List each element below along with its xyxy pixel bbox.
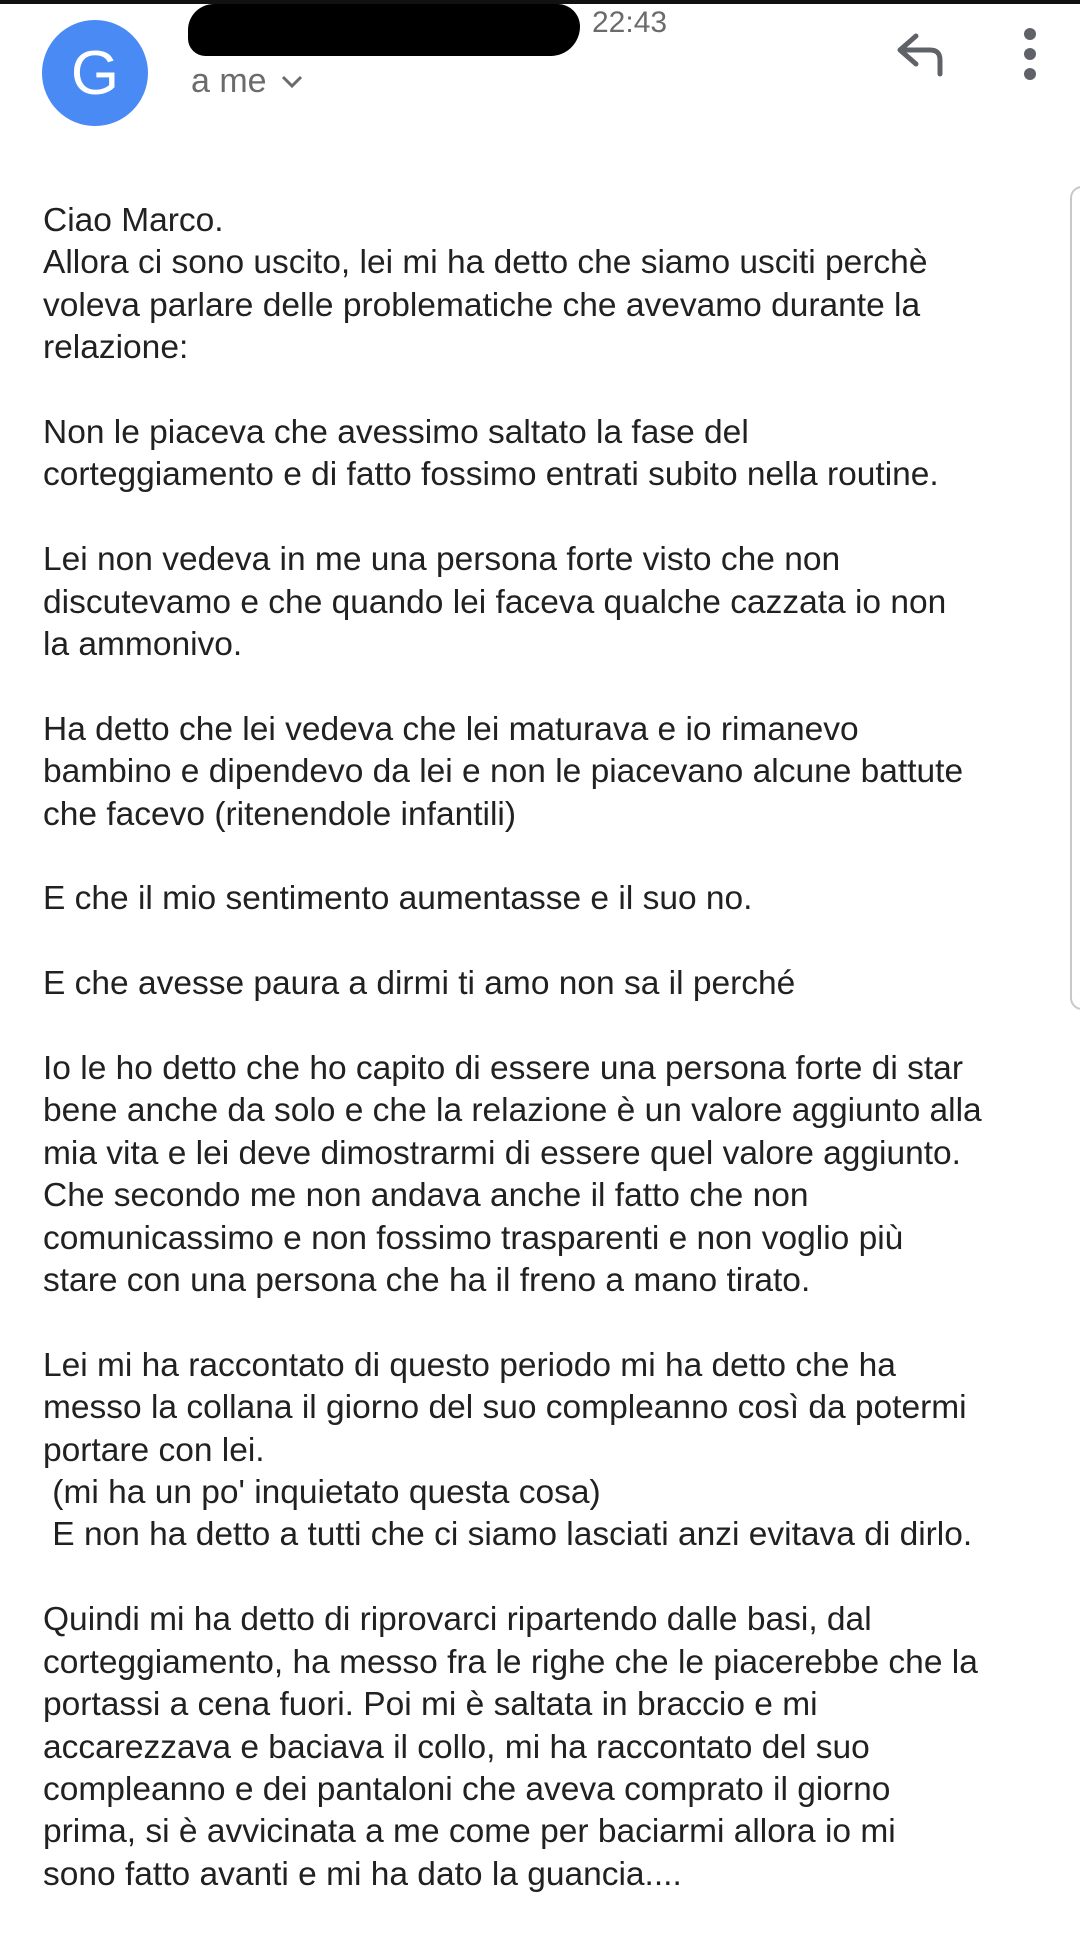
email-text-line: portare con lei. <box>43 1431 265 1469</box>
email-text-line: Che secondo me non andava anche il fatto che non <box>43 1177 809 1215</box>
email-text-line: Quindi mi ha detto di riprovarci ripartendo dalle basi, dal <box>43 1601 872 1639</box>
email-body <box>43 200 1053 1939</box>
email-text-line: prima, si è avvicinata a me come per baciarmi allora io mi <box>43 1813 896 1851</box>
email-text-line: voleva parlare delle problematiche che avevamo durante la <box>43 286 921 324</box>
recipient-label: a me <box>191 62 267 100</box>
email-paragraph <box>43 412 1053 497</box>
reply-icon[interactable] <box>892 28 948 80</box>
email-text-line: E che il mio sentimento aumentasse e il suo no. <box>43 880 753 918</box>
email-text-line: portassi a cena fuori. Poi mi è saltata in braccio e mi <box>43 1686 818 1724</box>
email-text-line: accarezzava e baciava il collo, mi ha raccontato del suo <box>43 1728 870 1766</box>
more-vert-icon[interactable] <box>1010 22 1050 86</box>
email-paragraph <box>43 1599 1053 1896</box>
email-text-line: sono fatto avanti e mi ha dato la guancia.... <box>43 1855 682 1893</box>
email-text-line: Ciao Marco. <box>43 202 224 239</box>
sender-avatar[interactable] <box>42 20 148 126</box>
email-text-line: Ha detto che lei vedeva che lei maturava e io rimanevo <box>43 710 859 748</box>
email-text-line: relazione: <box>43 329 189 367</box>
chevron-down-icon <box>281 75 303 89</box>
sender-name-redacted <box>188 4 580 56</box>
email-text-line: corteggiamento, ha messo fra le righe che le piacerebbe che la <box>43 1643 978 1681</box>
email-text-line: messo la collana il giorno del suo compleanno così da potermi <box>43 1389 967 1427</box>
avatar-letter: G <box>70 38 120 108</box>
email-text-line: corteggiamento e di fatto fossimo entrati subito nella routine. <box>43 456 939 494</box>
email-text-line: che facevo (ritenendole infantili) <box>43 795 516 833</box>
email-paragraph <box>43 963 1053 1005</box>
email-text-line: bene anche da solo e che la relazione è un valore aggiunto alla <box>43 1092 982 1130</box>
email-text-line: Lei mi ha raccontato di questo periodo mi ha detto che ha <box>43 1346 896 1384</box>
email-text-line: mia vita e lei deve dimostrarmi di essere quel valore aggiunto. <box>43 1134 961 1172</box>
email-text-line: Io le ho detto che ho capito di essere una persona forte di star <box>43 1050 963 1088</box>
email-text-line: comunicassimo e non fossimo trasparenti e non voglio più <box>43 1219 904 1257</box>
email-text-line: Lei non vedeva in me una persona forte visto che non <box>43 541 841 579</box>
email-text-line: bambino e dipendevo da lei e non le piacevano alcune battute <box>43 753 964 791</box>
email-paragraph <box>43 878 1053 920</box>
email-paragraph <box>43 200 1053 370</box>
email-text-line: compleanno e dei pantaloni che aveva comprato il giorno <box>43 1770 891 1808</box>
email-text-line: la ammonivo. <box>43 626 243 664</box>
email-text-line: stare con una persona che ha il freno a mano tirato. <box>43 1262 811 1300</box>
email-paragraph <box>43 539 1053 666</box>
email-time: 22:43 <box>592 6 668 39</box>
email-text-line: E non ha detto a tutti che ci siamo lasciati anzi evitava di dirlo. <box>43 1516 973 1554</box>
email-paragraph <box>43 709 1053 836</box>
email-text-line: Non le piaceva che avessimo saltato la fase del <box>43 414 749 452</box>
email-text-line: Allora ci sono uscito, lei mi ha detto che siamo usciti perchè <box>43 244 928 282</box>
email-text-line: discutevamo e che quando lei faceva qualche cazzata io non <box>43 583 947 621</box>
email-text-line: (mi ha un po' inquietato questa cosa) <box>43 1474 601 1512</box>
recipient-details-toggle[interactable] <box>191 62 303 101</box>
email-paragraph <box>43 1048 1053 1302</box>
email-paragraph <box>43 1345 1053 1557</box>
email-text-line: E che avesse paura a dirmi ti amo non sa il perché <box>43 965 796 1003</box>
scrollbar[interactable] <box>1070 186 1080 1010</box>
